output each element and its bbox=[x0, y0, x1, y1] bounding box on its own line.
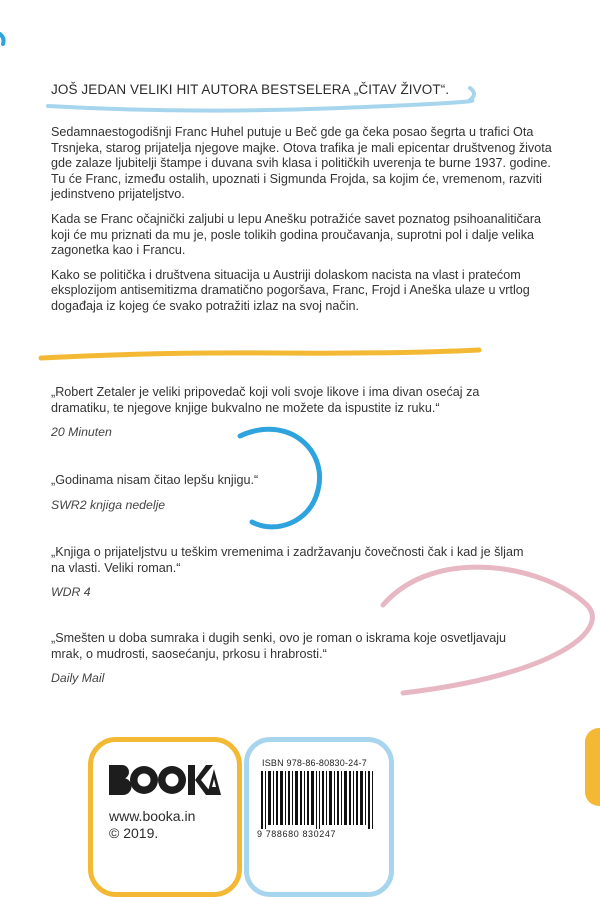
yellow-edge-tab bbox=[585, 728, 600, 806]
booka-logo bbox=[109, 765, 221, 795]
book-description bbox=[51, 125, 557, 324]
isbn-label: ISBN 978-86-80830-24-7 bbox=[262, 758, 367, 768]
quote-source: SWR2 knjiga nedelje bbox=[51, 497, 166, 512]
copyright: © 2019. bbox=[109, 825, 159, 841]
description-paragraph: Kada se Franc očajnički zaljubi u lepu Anešku potražiće savet poznatog psihoanalitičara koji će mu priznati da mu je, posle tolikih godina proučavanja, suprotni pol i dalje velika zagonetka kao i Francu. bbox=[51, 211, 542, 258]
quote-text: „Smešten u doba sumraka i dugih senki, ovo je roman o iskrama koje osvetljavaju mrak, o mudrosti, saosećanju, prkosu i hrabrosti.“ bbox=[51, 631, 506, 661]
review-quote bbox=[51, 385, 531, 439]
headline: JOŠ JEDAN VELIKI HIT AUTORA BESTSELERA „ČITAV ŽIVOT“. bbox=[51, 82, 450, 97]
description-paragraph: Kako se politička i društvena situacija u Austriji dolaskom nacista na vlast i pratećom eksplozijom antisemitizma dramatično pogoršava, Franc, Frojd i Aneška ulaze u vrtlog događaja iz kojeg će svako potražiti izlaz na svoj način. bbox=[51, 267, 530, 313]
quote-text: „Robert Zetaler je veliki pripovedač koji voli svoje likove i ima divan osećaj za dramatiku, te njegove knjige bukvalno ne možete da ispustite iz ruku.“ bbox=[51, 385, 480, 415]
description-paragraph: Sedamnaestogodišnji Franc Huhel putuje u Beč gde ga čeka posao šegrta u trafici Ota Trsnjeka, starog prijatelja njegove majke. Otova trafika je mali epicentar društvenog života gde zalaze ljubitelji štampe i duvana svih klasa i političkih uverenja te burne 1937. godine. Tu će Franc, između ostalih, upoznati i Sigmunda Frojda, sa kojim će, vremenom, razviti jedinstveno prijateljstvo. bbox=[51, 125, 552, 202]
quote-source: WDR 4 bbox=[51, 585, 91, 600]
blue-corner-stroke bbox=[0, 28, 10, 48]
publisher-card bbox=[88, 737, 242, 897]
review-quote bbox=[51, 473, 531, 512]
review-quote bbox=[51, 631, 531, 685]
publisher-website: www.booka.in bbox=[109, 808, 196, 824]
quote-text: „Godinama nisam čitao lepšu knjigu.“ bbox=[51, 473, 259, 487]
barcode bbox=[261, 771, 377, 829]
barcode-digits: 9 788680 830247 bbox=[257, 829, 337, 839]
quote-text: „Knjiga o prijateljstvu u teškim vremenima i zadržavanju čovečnosti čak i kad je šljam na vlasti. Veliki roman.“ bbox=[51, 545, 524, 575]
quote-source: Daily Mail bbox=[51, 671, 105, 686]
yellow-underline-stroke bbox=[35, 340, 485, 370]
isbn-card bbox=[244, 737, 394, 897]
quote-source: 20 Minuten bbox=[51, 425, 112, 440]
review-quote bbox=[51, 545, 531, 599]
